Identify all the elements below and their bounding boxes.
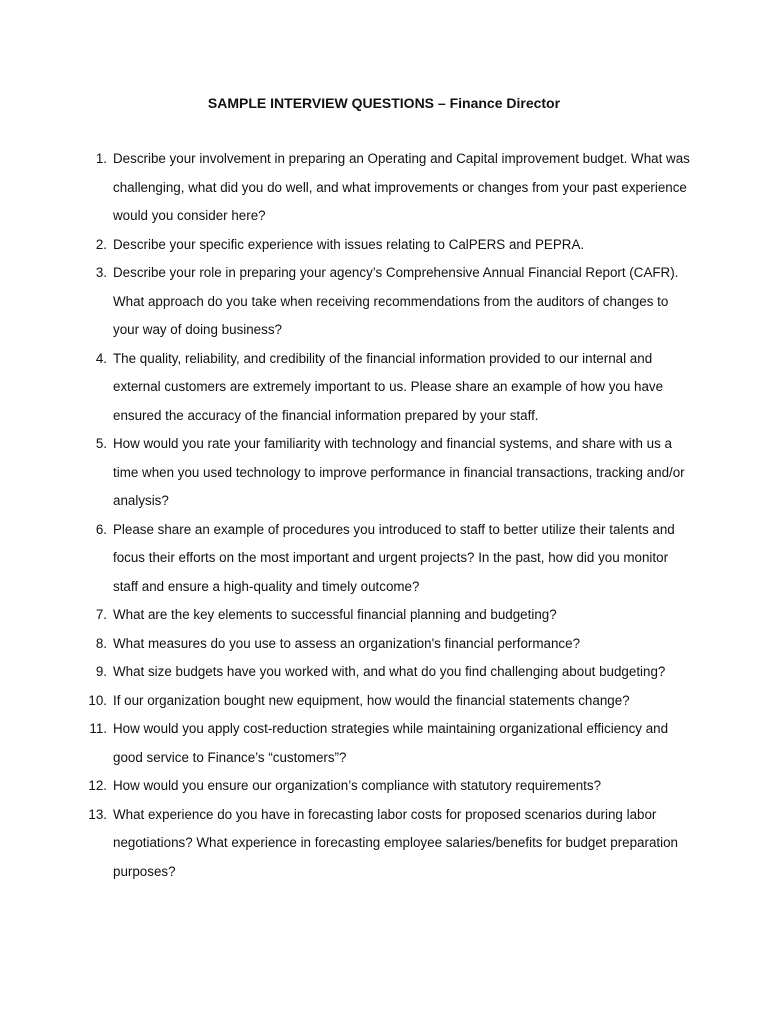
question-number: 7.: [95, 607, 107, 622]
list-item: [80, 259, 690, 345]
list-item: [80, 630, 690, 659]
list-item: [80, 687, 690, 716]
question-text: How would you ensure our organization’s compliance with statutory requirements?: [113, 778, 602, 793]
question-text: Please share an example of procedures you introduced to staff to better utilize their talents and focus their efforts on the most important and urgent projects? In the past, how did you monitor staff and ensure a high-quality and timely outcome?: [113, 521, 675, 594]
list-item: [80, 772, 690, 801]
question-number: 3.: [95, 265, 107, 280]
question-number: 5.: [95, 436, 107, 451]
question-number: 1.: [95, 151, 107, 166]
question-text: What are the key elements to successful financial planning and budgeting?: [113, 607, 557, 622]
question-number: 2.: [95, 236, 107, 252]
list-item: [80, 516, 690, 602]
question-number: 4.: [95, 350, 107, 366]
list-item: [80, 231, 690, 260]
question-number: 11.: [89, 721, 107, 736]
question-text: What experience do you have in forecasting labor costs for proposed scenarios during labor negotiations? What experience in forecasting employee salaries/benefits for budget preparation purposes?: [113, 806, 678, 879]
list-item: [80, 430, 690, 516]
question-number: 9.: [95, 664, 107, 679]
list-item: [80, 801, 690, 887]
page-title: SAMPLE INTERVIEW QUESTIONS – Finance Director: [207, 95, 561, 111]
question-text: How would you apply cost-reduction strategies while maintaining organizational efficiency and good service to Finance’s “customers”?: [113, 721, 669, 765]
question-number: 8.: [95, 635, 107, 651]
question-list: [80, 145, 690, 886]
question-text: Describe your role in preparing your agency’s Comprehensive Annual Financial Report (CAFR). What approach do you take when receiving recommendations from the auditors of changes to your way of doing business?: [113, 265, 679, 337]
list-item: [80, 145, 690, 231]
question-text: If our organization bought new equipment, how would the financial statements change?: [113, 692, 630, 708]
question-number: 6.: [95, 521, 107, 537]
question-number: 12.: [88, 778, 107, 793]
question-text: Describe your involvement in preparing an Operating and Capital improvement budget. What was challenging, what did you do well, and what improvements or changes from your past experience would you consider here?: [113, 151, 690, 223]
question-number: 10.: [88, 692, 107, 708]
question-text: Describe your specific experience with issues relating to CalPERS and PEPRA.: [113, 236, 585, 252]
question-text: What measures do you use to assess an organization's financial performance?: [113, 635, 581, 651]
question-text: The quality, reliability, and credibility of the financial information provided to our internal and external customers are extremely important to us. Please share an example of how you have ensured the accuracy of the financial information prepared by your staff.: [113, 350, 664, 423]
question-number: 13.: [88, 806, 107, 822]
question-text: What size budgets have you worked with, and what do you find challenging about budgeting?: [113, 664, 666, 679]
list-item: [80, 658, 690, 687]
question-text: How would you rate your familiarity with technology and financial systems, and share with us a time when you used technology to improve performance in financial transactions, tracking and/or analysis?: [113, 436, 685, 508]
list-item: [80, 601, 690, 630]
list-item: [80, 345, 690, 431]
list-item: [80, 715, 690, 772]
